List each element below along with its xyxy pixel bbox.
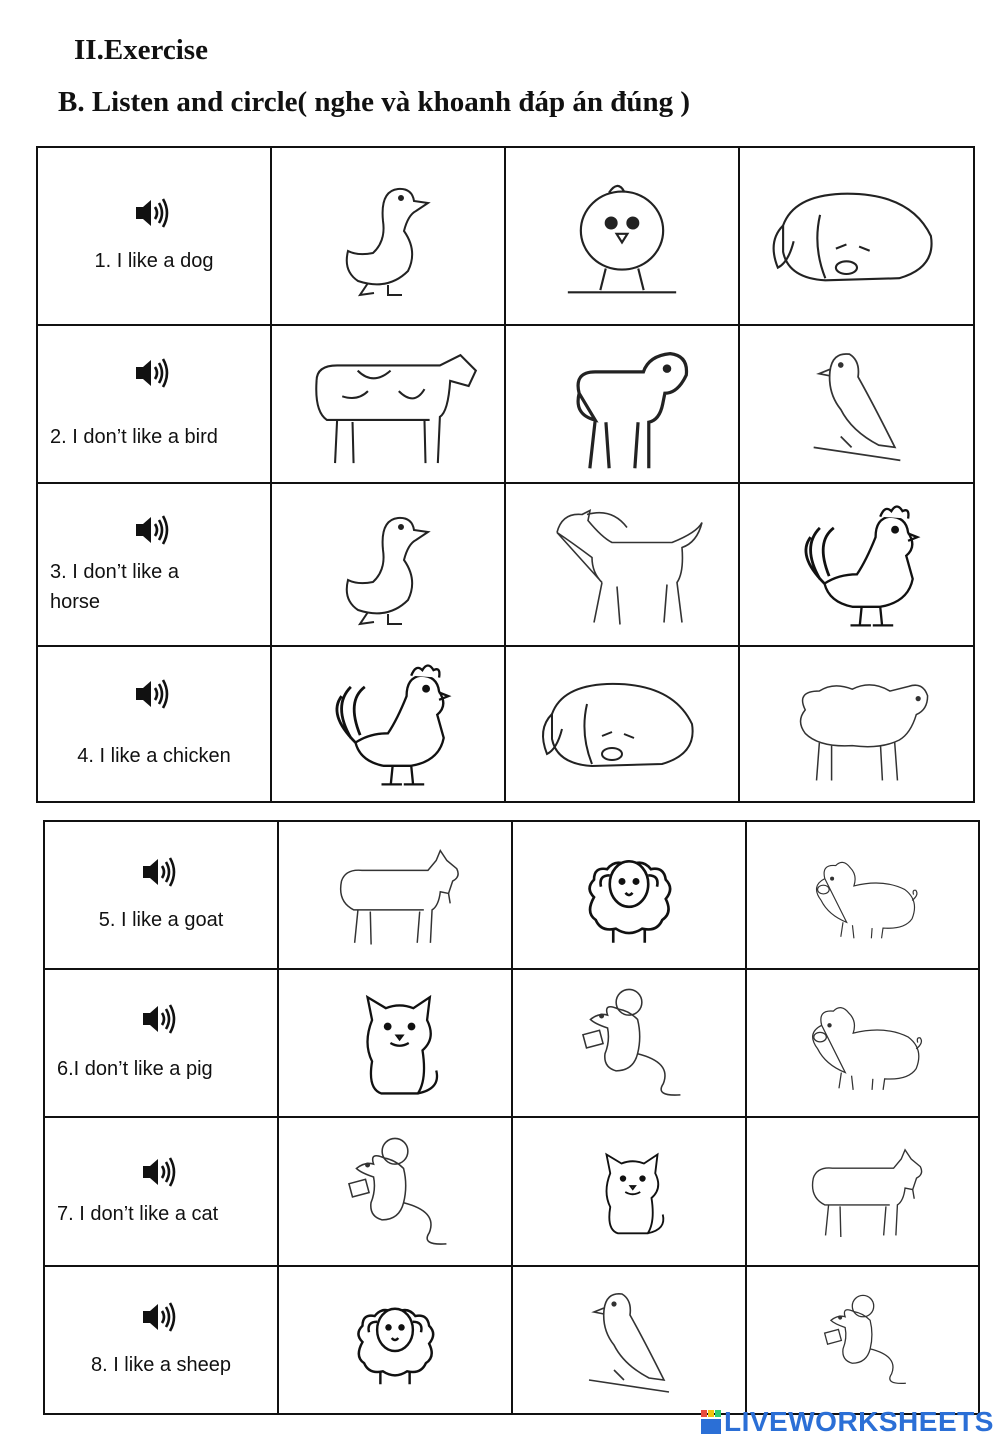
answer-option[interactable]: [271, 646, 505, 802]
answer-option[interactable]: [271, 147, 505, 325]
bird-picture: [574, 1280, 684, 1400]
rooster-picture: [313, 659, 463, 789]
speaker-icon[interactable]: [141, 1300, 181, 1334]
exercise-heading: II.Exercise: [74, 34, 208, 66]
answer-option[interactable]: [271, 483, 505, 646]
answer-option[interactable]: [739, 325, 974, 483]
question-text: 6.I don’t like a pig: [57, 1058, 213, 1080]
dog-picture: [532, 674, 712, 774]
cat-picture: [340, 983, 450, 1103]
answer-option[interactable]: [739, 483, 974, 646]
question-text: 2. I don’t like a bird: [50, 426, 218, 448]
sheep-picture: [777, 659, 937, 789]
answer-option[interactable]: [739, 147, 974, 325]
question-cell: [44, 1266, 278, 1414]
answer-option[interactable]: [278, 1117, 512, 1266]
speaker-icon[interactable]: [141, 855, 181, 889]
answer-option[interactable]: [512, 821, 746, 969]
brand-name: LIVEWORKSHEETS: [724, 1406, 994, 1437]
rooster-picture: [782, 500, 932, 630]
answer-option[interactable]: [512, 969, 746, 1117]
liveworksheets-logo-icon: [700, 1409, 722, 1435]
answer-option[interactable]: [505, 483, 739, 646]
speaker-icon[interactable]: [134, 356, 174, 390]
exercise-table-part-1: [36, 146, 975, 803]
question-cell: [37, 325, 271, 483]
question-cell: [44, 821, 278, 969]
lamb-picture: [547, 334, 697, 474]
answer-option[interactable]: [746, 821, 979, 969]
speaker-icon[interactable]: [134, 677, 174, 711]
answer-option[interactable]: [739, 646, 974, 802]
cow-picture: [296, 339, 481, 469]
answer-option[interactable]: [746, 1266, 979, 1414]
speaker-icon[interactable]: [141, 1002, 181, 1036]
question-cell: [37, 646, 271, 802]
answer-option[interactable]: [505, 325, 739, 483]
question-text: 4. I like a chicken: [77, 745, 231, 767]
question-text: 1. I like a dog: [94, 250, 214, 272]
question-cell: [44, 1117, 278, 1266]
answer-option[interactable]: [512, 1117, 746, 1266]
chick-picture: [557, 171, 687, 301]
duck-picture: [328, 500, 448, 630]
duck-picture: [328, 171, 448, 301]
mouse-picture: [569, 978, 689, 1108]
instruction-heading: B. Listen and circle( nghe và khoanh đáp án đúng ): [58, 86, 690, 118]
question-cell: [37, 483, 271, 646]
horse-picture: [532, 500, 712, 630]
answer-option[interactable]: [746, 969, 979, 1117]
question-text: 5. I like a goat: [98, 909, 224, 931]
sheep-picture: [330, 1285, 460, 1395]
dog-picture: [762, 181, 952, 291]
mouse-picture: [335, 1127, 455, 1257]
cat-picture: [584, 1142, 674, 1242]
goat-picture: [325, 833, 465, 958]
brand-logo[interactable]: [700, 1406, 994, 1438]
answer-option[interactable]: [505, 147, 739, 325]
speaker-icon[interactable]: [134, 513, 174, 547]
answer-option[interactable]: [512, 1266, 746, 1414]
answer-option[interactable]: [271, 325, 505, 483]
answer-option[interactable]: [278, 821, 512, 969]
question-text: 7. I don’t like a cat: [57, 1202, 219, 1225]
sheep-picture: [559, 830, 699, 960]
question-text: 3. I don’t like a horse: [50, 560, 179, 613]
answer-option[interactable]: [505, 646, 739, 802]
answer-option[interactable]: [278, 1266, 512, 1414]
pig-picture: [803, 845, 923, 945]
goat-picture: [798, 1134, 928, 1249]
bird-picture: [797, 339, 917, 469]
speaker-icon[interactable]: [134, 196, 174, 230]
mouse-picture: [813, 1285, 913, 1395]
answer-option[interactable]: [746, 1117, 979, 1266]
exercise-table-part-2: [43, 820, 980, 1415]
question-text: 8. I like a sheep: [90, 1354, 232, 1376]
pig-picture: [798, 988, 928, 1098]
question-cell: [44, 969, 278, 1117]
question-cell: [37, 147, 271, 325]
speaker-icon[interactable]: [141, 1155, 181, 1189]
answer-option[interactable]: [278, 969, 512, 1117]
